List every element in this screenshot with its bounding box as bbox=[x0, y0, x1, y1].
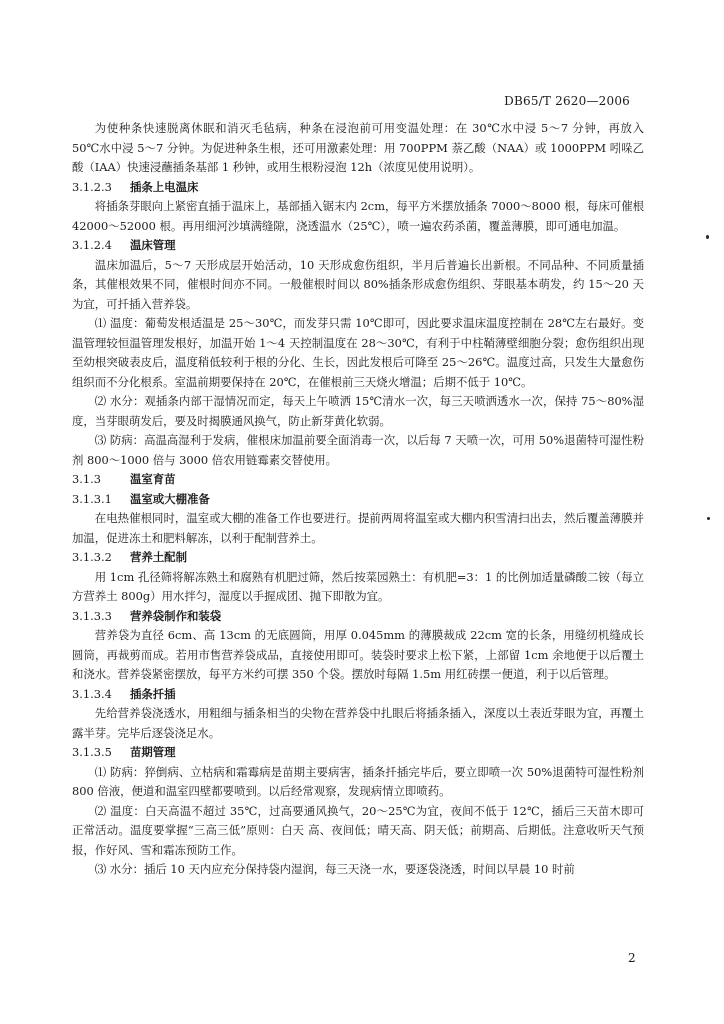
section-number: 3.1.3.2 bbox=[72, 550, 112, 564]
section-heading bbox=[72, 743, 644, 763]
section-number: 3.1.2.3 bbox=[72, 179, 112, 194]
paragraph: 用 1cm 孔径筛将解冻熟土和腐熟有机肥过筛，然后按菜园熟土：有机肥=3：1 的比例加适量磷酸二铵（每立方营养土 800g）用水拌匀，湿度以手握成团、抛下即散为宜。 bbox=[72, 569, 644, 603]
section-heading bbox=[72, 178, 644, 198]
section-heading bbox=[72, 490, 644, 510]
section-title: 温室育苗 bbox=[130, 472, 176, 486]
paragraph: 先给营养袋浇透水，用粗细与插条相当的尖物在营养袋中扎眼后将插条插入，深度以土表近芽眼为宜，再覆土露半芽。完毕后逐袋浇足水。 bbox=[72, 706, 644, 740]
page-number: 2 bbox=[628, 951, 636, 965]
section-title: 营养土配制 bbox=[130, 550, 187, 564]
section-heading bbox=[72, 685, 644, 705]
section-title: 营养袋制作和装袋 bbox=[130, 608, 222, 623]
paragraph: 在电热催根同时，温室或大棚的准备工作也要进行。提前两周将温室或大棚内积雪清扫出去，然后覆盖薄膜并加温，促进冻土和肥料解冻，以利于配制营养土。 bbox=[72, 511, 644, 545]
paragraph: ⑴ 温度：葡萄发根适温是 25～30℃，而发芽只需 10℃即可，因此要求温床温度控制在 28℃左右最好。变温管理较恒温管理发根好，加温开始 1～4 天控制温度在 28～30℃，有利于中柱鞘薄壁细胞分裂；愈伤组织出现至幼根突破表皮后，温度稍低较利于根的分化、生长，因此发根后可降至 25～26℃。温度过高，只发生大量愈伤组织而不分化根系。室温前期要保持在 20℃，在催根前三天烧火增温；后期不低于 10℃。 bbox=[72, 316, 644, 389]
paragraph: ⑶ 水分：插后 10 天内应充分保持袋内湿润，每三天浇一水，要逐袋浇透，时间以早晨 10 时前 bbox=[94, 862, 575, 876]
section-heading bbox=[72, 548, 644, 568]
section-number: 3.1.3.1 bbox=[72, 491, 112, 506]
scan-dot-mark bbox=[707, 517, 710, 520]
section-number: 3.1.3 bbox=[72, 472, 101, 486]
paragraph: 为使种条快速脱离休眠和消灭毛毡病，种条在浸泡前可用变温处理：在 30℃水中浸 5～7 分钟，再放入 50℃水中浸 5～7 分钟。为促进种条生根，还可用激素处理：用 700PPM 萘乙酸（NAA）或 1000PPM 吲哚乙酸（IAA）快速浸蘸插条基部 1 秒钟，或用生根粉浸泡 12h（浓度见使用说明）。 bbox=[72, 121, 644, 174]
scan-dot-mark bbox=[706, 235, 709, 239]
section-number: 3.1.3.4 bbox=[72, 686, 112, 701]
paragraph: ⑵ 温度：白天高温不超过 35℃，过高要通风换气，20～25℃为宜，夜间不低于 12℃，插后三天苗木即可正常活动。温度要掌握“三高三低”原则：白天 高、夜间低；晴天高、阴天低；前期高、后期低。注意收听天气预报，作好风、雪和霜冻预防工作。 bbox=[72, 803, 644, 857]
paragraph: ⑴ 防病：猝倒病、立枯病和霜霉病是苗期主要病害，插条扦插完毕后，要立即喷一次 50%退菌特可湿性粉剂 800 倍液，便道和温室四壁都要喷到。以后经常观察，发现病情立即喷药。 bbox=[72, 764, 644, 798]
section-title: 插条扦插 bbox=[130, 686, 176, 701]
section-number: 3.1.3.3 bbox=[72, 608, 112, 623]
section-number: 3.1.2.4 bbox=[72, 238, 112, 252]
section-title: 温床管理 bbox=[130, 238, 176, 252]
body-text bbox=[72, 119, 644, 880]
section-heading bbox=[72, 470, 644, 490]
paragraph: 营养袋为直径 6cm、高 13cm 的无底圆筒，用厚 0.045mm 的薄膜裁成 22cm 宽的长条，用缝纫机缝成长圆筒，再裁剪而成。若用市售营养袋成品，直接使用即可。装袋时要求上松下紧，上部留 1cm 余地便于以后覆土和浇水。营养袋紧密摆放，每平方米约可摆 350 个袋。摆放时每隔 1.5m 用红砖摆一便道，利于以后管理。 bbox=[72, 628, 644, 681]
paragraph: 将插条芽眼向上紧密直插于温床上，基部插入锯末内 2cm，每平方米摆放插条 7000～8000 根，每床可催根 42000～52000 根。再用细河沙填满缝隙，浇透温水（25℃），喷一遍农药杀菌，覆盖薄膜，即可通电加温。 bbox=[72, 199, 644, 233]
section-heading bbox=[72, 607, 644, 627]
section-number: 3.1.3.5 bbox=[72, 745, 112, 759]
standard-code-header: DB65/T 2620—2006 bbox=[504, 94, 630, 108]
paragraph: ⑵ 水分：观插条内部干湿情况而定，每天上午喷洒 15℃清水一次，每三天喷洒透水一次，保持 75～80%湿度，当芽眼萌发后，要及时揭膜通风换气，防止新芽黄化软弱。 bbox=[72, 394, 644, 428]
paragraph: 温床加温后，5～7 天形成层开始活动，10 天形成愈伤组织，半月后普遍长出新根。不同品种、不同质量插条，其催根效果不同，催根时间亦不同。一般催根时间以 80%插条形成愈伤组织、芽眼基本萌发，约 15～20 天为宜，可扦插入营养袋。 bbox=[72, 257, 644, 311]
paragraph: ⑶ 防病：高温高湿利于发病，催根床加温前要全面消毒一次，以后每 7 天喷一次，可用 50%退菌特可湿性粉剂 800～1000 倍与 3000 倍农用链霉素交替使用。 bbox=[72, 433, 644, 467]
section-heading bbox=[72, 236, 644, 256]
section-title: 苗期管理 bbox=[130, 745, 176, 759]
section-title: 温室或大棚准备 bbox=[130, 491, 210, 506]
section-title: 插条上电温床 bbox=[130, 179, 199, 194]
